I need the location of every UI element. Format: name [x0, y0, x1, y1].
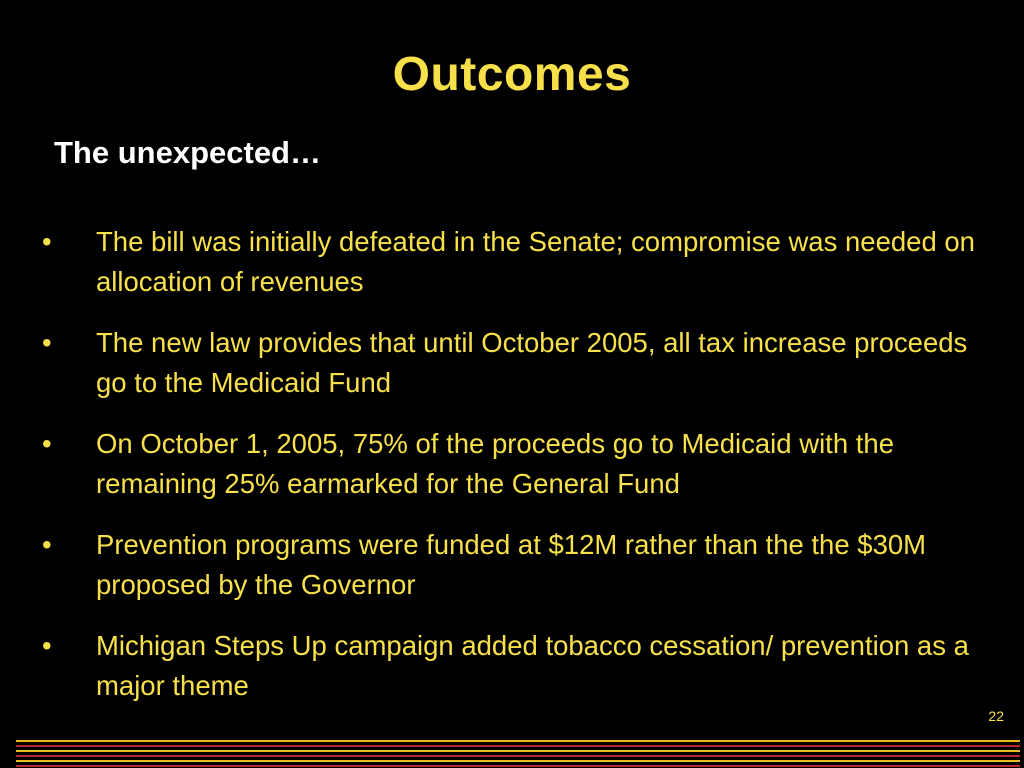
footer-stripes — [0, 737, 1024, 768]
bullet-marker: • — [42, 529, 52, 560]
bullet-item — [40, 626, 1000, 706]
bullet-text: Prevention programs were funded at $12M rather than the the $30M proposed by the Governor — [96, 529, 927, 600]
footer-stripe — [16, 745, 1020, 747]
bullet-item — [40, 525, 1000, 605]
slide-title: Outcomes — [392, 48, 632, 101]
footer-stripe — [16, 740, 1020, 742]
bullet-marker: • — [42, 630, 52, 661]
bullet-item — [40, 424, 1000, 504]
footer-stripe — [16, 750, 1020, 752]
bullet-text: The bill was initially defeated in the Senate; compromise was needed on allocation of revenues — [96, 226, 975, 297]
footer-stripe — [16, 760, 1020, 762]
footer-stripe — [16, 755, 1020, 757]
footer-stripe — [16, 765, 1020, 767]
bullet-item — [40, 323, 1000, 403]
slide-subtitle: The unexpected… — [54, 135, 321, 170]
bullet-marker: • — [42, 226, 52, 257]
bullet-text: Michigan Steps Up campaign added tobacco cessation/ prevention as a major theme — [96, 630, 969, 701]
bullet-list — [40, 222, 1000, 727]
bullet-text: The new law provides that until October 2005, all tax increase proceeds go to the Medicaid Fund — [96, 327, 968, 398]
bullet-text: On October 1, 2005, 75% of the proceeds go to Medicaid with the remaining 25% earmarked for the General Fund — [96, 428, 894, 499]
bullet-marker: • — [42, 428, 52, 459]
bullet-marker: • — [42, 327, 52, 358]
bullet-item — [40, 222, 1000, 302]
page-number: 22 — [988, 708, 1004, 724]
